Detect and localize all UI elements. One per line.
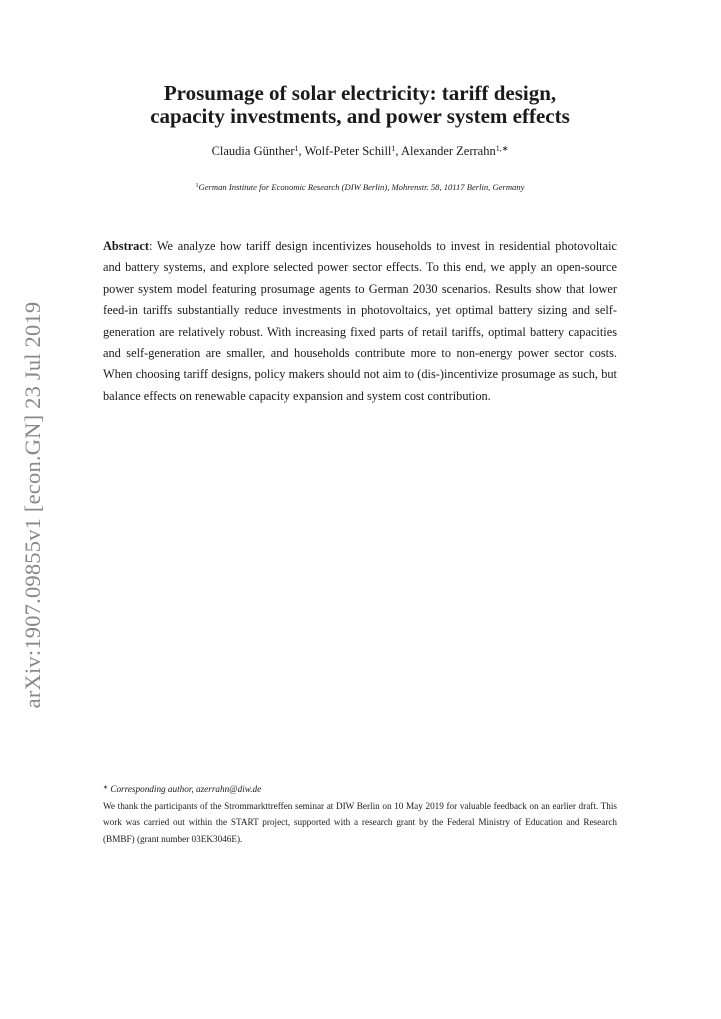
title-line-2: capacity investments, and power system effects <box>150 104 570 128</box>
corresponding-author-text: Corresponding author, azerrahn@diw.de <box>110 784 262 794</box>
corresponding-author-footnote <box>103 781 617 798</box>
footnote-mark: ∗ <box>103 785 109 791</box>
abstract <box>103 236 617 407</box>
abstract-text: : We analyze how tariff design incentivizes households to invest in residential photovoltaic and battery systems, and explore selected power sector effects. To this end, we apply an open-source power system model featuring prosumage agents to German 2030 scenarios. Results show that lower feed-in tariffs substantially reduce investments in photovoltaics, yet optimal battery sizing and self-generation are relatively robust. With increasing fixed parts of retail tariffs, optimal battery capacities and self-generation are smaller, and households contribute more to non-energy power sector costs. When choosing tariff designs, policy makers should not aim to (dis-)incentivize prosumage as such, but balance effects on renewable capacity expansion and system cost contribution. <box>103 239 617 403</box>
author-name: Alexander Zerrahn <box>400 144 496 158</box>
author-name: Claudia Günther <box>211 144 295 158</box>
affiliation-text: German Institute for Economic Research (DIW Berlin), Mohrenstr. 58, 10117 Berlin, Germany <box>198 182 525 192</box>
title-line-1: Prosumage of solar electricity: tariff design, <box>163 81 557 105</box>
author-name: Wolf-Peter Schill <box>304 144 392 158</box>
footnotes <box>103 781 617 847</box>
author-affiliation-mark: 1 <box>391 144 396 153</box>
author-list: Claudia Günther$^1$, Wolf-Peter Schill$^1$, Alexander Zerrahn$^{1,∗}$ <box>211 144 509 158</box>
arxiv-identifier-text: arXiv:1907.09855v1 [econ.GN] 23 Jul 2019 <box>20 301 45 709</box>
paper-title <box>60 82 660 128</box>
affiliation <box>60 181 660 193</box>
author-affiliation-mark: 1 <box>294 144 299 153</box>
acknowledgement-footnote: We thank the participants of the Strommarkttreffen seminar at DIW Berlin on 10 May 2019 for valuable feedback on an earlier draft. This work was carried out within the START project, supported with a research grant by the Federal Ministry of Education and Research (BMBF) (grant number 03EK3046E). <box>103 800 617 844</box>
author-affiliation-mark: 1,∗ <box>495 144 509 153</box>
abstract-label: Abstract <box>103 239 149 253</box>
affiliation-mark: 1 <box>195 183 199 189</box>
